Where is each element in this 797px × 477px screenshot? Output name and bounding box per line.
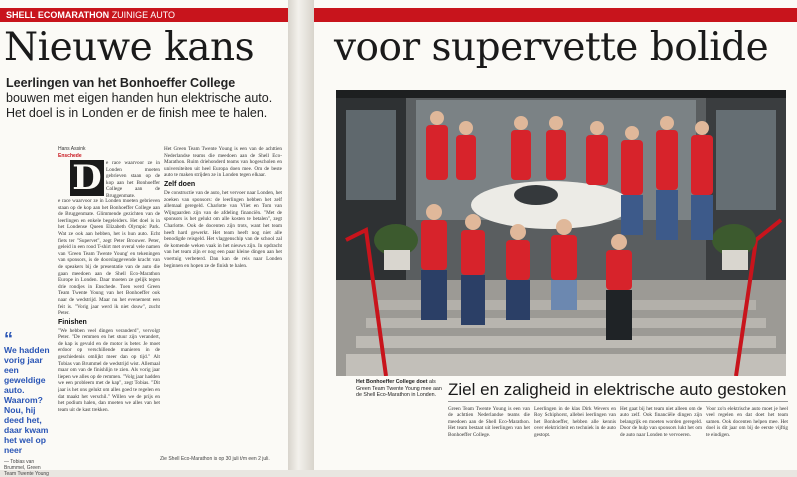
caption-rest: als Green Team Twente Young mee aan de Shell Eco-Marathon in Londen. (356, 379, 442, 399)
section-banner (0, 8, 288, 22)
lead-rest: bouwen met eigen handen hun elektrische auto. Het doel is in Londen er de finish mee te halen. (6, 91, 273, 120)
byline-author: Hans Assink (58, 146, 86, 152)
column-1-body-2: "We hebben veel dingen veranderd", vervolgt Peter. "De remmen en het stuur zijn verandert, de kap is gevuld en de motor is beter. Je moet erdoor op verschillende manieren in de geschiedenis omlijkt meer dan op tijd." Alt Tobias van Brummel de wedstrijd wist. Allemaal maar om van de finishlijn te zien. Als vorig jaar liepen we alles op de remmen. "Volg jaar hadden we een probleem met de kap", zegt Tobias. "Dit jaar is het ons gelukt om alles goed te regelen en dat maakt het verschil." Willen we de prijs en het podium halen, dan moeten we alles van het team uit de kast trekken. (58, 327, 160, 413)
pull-quote (4, 329, 54, 477)
section-label: SHELL ECOMARATHON (6, 10, 110, 20)
headline-right: voor supervette bolide (334, 25, 769, 70)
article-column-2 (164, 146, 282, 454)
article-column-1-top (106, 160, 160, 198)
team-photo (336, 90, 786, 376)
column-1-heading: Finishen (58, 318, 87, 326)
caption-bold: Het Bonhoeffer College doet (356, 379, 428, 385)
page-gutter (288, 0, 314, 470)
section-sublabel: ZUINIGE AUTO (111, 10, 176, 20)
headline-left: Nieuwe kans (4, 25, 255, 70)
sub-headline: Ziel en zaligheid in elektrische auto gestoken (448, 380, 787, 399)
article-column-1 (58, 198, 160, 453)
photo-caption (352, 376, 452, 402)
bottom-column-4: Voor zo'n elektrische auto moet je heel veel regelen en dat doet het team samen. Ook docenten helpen mee. Het doel is dit jaar om bij de eerste vijftig te eindigen. (706, 406, 788, 438)
column-2-body-2: De constructie van de auto, het vervoer naar Londen, het zoeken van sponsors: de leerlingen hebben het zelf allemaal geregeld. Charlotte van Vliet en Tom van Wijngaarden zijn van de afdeling financiën. "Met de sponsors is het gelukt om alle kosten te betalen", zegt Charlotte. Ook de docenten zijn trots, want het team heeft hard gewerkt. Het team heeft nog niet alle benodigde reisgeld. Het vlaggenschip van de school zal de komende weken vaak in het nieuws zijn. In opdracht van het team zijn er nog een paar kleine dingen aan het voertuig verbeterd. Dan kan de reis naar Londen beginnen en hopen ze de finish te halen. (164, 189, 282, 269)
footnote: Zie Shell Eco-Marathon is op 30 juli t/m een 2 juli. (160, 456, 270, 462)
quote-text: We hadden vorig jaar een geweldige auto. Waarom? Nou, hij deed het, daar kwam het wel op neer (4, 345, 50, 455)
lead-bold: Leerlingen van het Bonhoeffer College (6, 76, 236, 90)
column-2-body: Het Green Team Twente Young is een van de achttien Nederlandse teams die meedoen aan de Shell Eco-Marathon. Ruim driehonderd teams van hogescholen en universiteiten uit heel Europa doen mee. Om de beste auto te maken strijden ze in Londen tegen elkaar. (164, 146, 282, 179)
bottom-column-2: Leerlingen in de klas Dirk Wevers en Roy Schiphorst, allebei leerlingen van het Bonhoeffer, hebben alle kennis over elektriciteit en techniek in de auto gestopt. (534, 406, 616, 438)
quote-marks-icon: “ (4, 329, 13, 349)
divider (448, 401, 788, 402)
section-banner-right (314, 8, 797, 22)
lead-paragraph (6, 76, 282, 121)
bottom-column-1: Green Team Twente Young is een van de achttien Nederlandse teams die meedoen aan de Shell Eco-Marathon. Het team bestaat uit leerlingen van het Bonhoeffer College. (448, 406, 530, 438)
byline-location: Enschede (58, 153, 82, 159)
bottom-column-3: Het gaat bij het team niet alleen om de auto zelf. Ook financiële dingen zijn belangrijk en moeten worden geregeld. Door de hulp van sponsors lukt het om de auto naar Londen te vervoeren. (620, 406, 702, 438)
column-2-heading: Zelf doen (164, 180, 196, 188)
column-1-body: e race waarvoor ze in Londen moeten gebrieven staan op de kop aan het Bonhoeffer College aan de Bruggenmate. Glimmende gezichten van de leerlingen en enkele begeleiders. Het doel is in het Londense Queen Elizabeth Olympic Park. Wat ze ook aan hebben, het is hun auto. Echt fiets ter "Supervet", zegt Peter Brouwer. Peter, geleid in een rood T-shirt met overal vele namen van 'Green Team Twente Young' en tekeningen van sponsors, is de doorslaggevende kracht van de speakers bij de presentatie van de auto die gaan meedoen aan de Shell Eco-Marathon Europe in Londen. Daar moeten ze gelijk tegen drie rondjes in Enschede. Toen werd Green Team Twente Young van het Bonhoeffer ook naar de wedstrijd. Maar nu het evenement een feit is. "Vorig jaar werd ik niet douw", zucht Peter. (58, 198, 160, 317)
quote-attribution: — Tobias van Brummel, Green Team Twente Young (4, 459, 49, 477)
column-1-intro: e race waarvoor ze in Londen moeten gebrieven staan op de kop aan het Bonhoeffer College aan de Bruggenmate. (106, 160, 160, 198)
drop-cap: D (70, 160, 104, 196)
